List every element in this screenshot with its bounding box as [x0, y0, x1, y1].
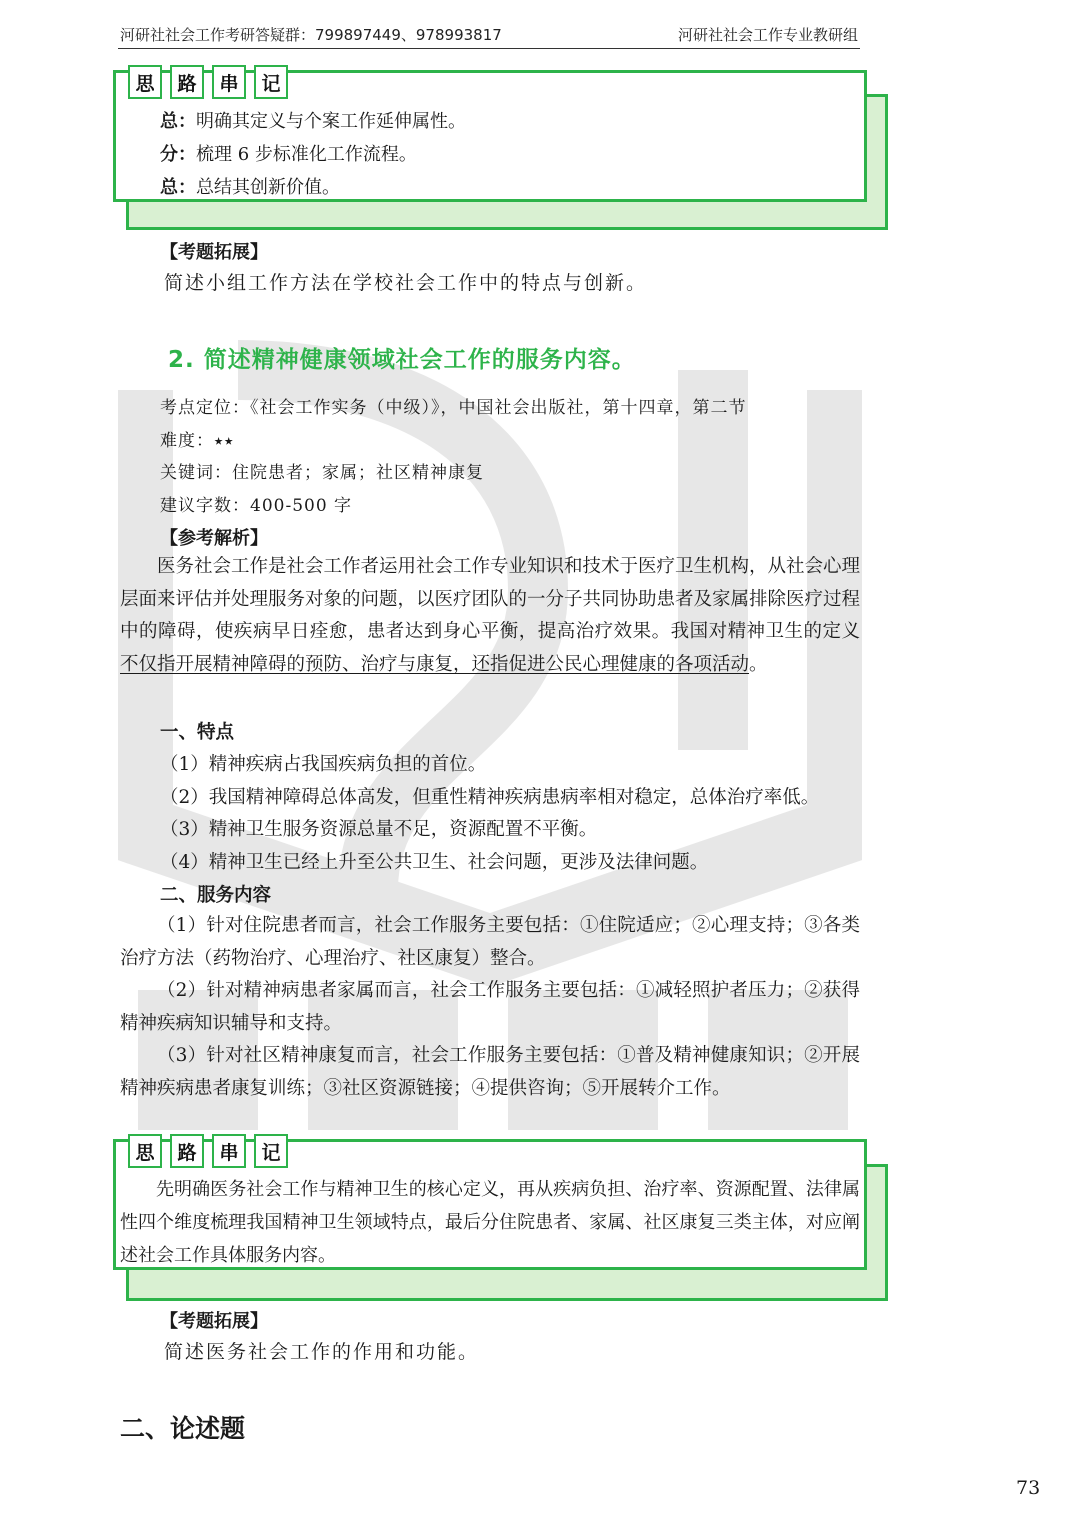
tag-si: 思 — [128, 65, 162, 99]
feature-item: （4）精神卫生已经上升至公共卫生、社会问题，更涉及法律问题。 — [160, 852, 709, 873]
header-left-text: 河研社社会工作考研答疑群：799897449、978993817 — [120, 26, 502, 44]
meta-exam-point: 考点定位：《社会工作实务（中级）》，中国社会出版社，第十四章，第二节 — [160, 398, 747, 418]
tag-ji: 记 — [254, 65, 288, 99]
memo-box-2-tags — [128, 1134, 288, 1168]
memo-box-1 — [113, 70, 867, 202]
section-services-title: 二、服务内容 — [160, 885, 272, 906]
tag-ji: 记 — [254, 1134, 288, 1168]
question-title: 2. 简述精神健康领域社会工作的服务内容。 — [168, 347, 636, 373]
extension-2-title: 【考题拓展】 — [160, 1311, 268, 1332]
intro-underlined-text: 不仅指开展精神障碍的预防、治疗与康复，还指促进公民心理健康的各项活动 — [120, 653, 750, 675]
meta-keywords: 关键词：住院患者；家属；社区精神康复 — [160, 463, 484, 483]
analysis-title: 【参考解析】 — [160, 528, 268, 549]
memo-line — [160, 171, 466, 204]
section-features-title: 一、特点 — [160, 722, 235, 743]
memo-box-1-content — [160, 105, 466, 204]
service-item: （2）针对精神病患者家属而言，社会工作服务主要包括：①减轻照护者压力；②获得精神疾病知识辅导和支持。 — [120, 980, 860, 1034]
memo-line-text: 总结其创新价值。 — [196, 177, 340, 198]
tag-lu: 路 — [170, 1134, 204, 1168]
feature-item: （2）我国精神障碍总体高发，但重性精神疾病患病率相对稳定，总体治疗率低。 — [160, 787, 820, 808]
memo-line-text: 梳理 6 步标准化工作流程。 — [196, 144, 417, 165]
meta-word-count: 建议字数：400-500 字 — [160, 496, 353, 516]
service-item: （3）针对社区精神康复而言，社会工作服务主要包括：①普及精神健康知识；②开展精神疾病患者康复训练；③社区资源链接；④提供咨询；⑤开展转介工作。 — [120, 1045, 860, 1099]
part-title: 二、论述题 — [120, 1414, 246, 1443]
memo-line-label: 总： — [160, 177, 196, 198]
memo-line-text: 明确其定义与个案工作延伸属性。 — [196, 111, 466, 132]
tag-si: 思 — [128, 1134, 162, 1168]
service-item: （1）针对住院患者而言，社会工作服务主要包括：①住院适应；②心理支持；③各类治疗方法（药物治疗、心理治疗、社区康复）整合。 — [120, 915, 860, 969]
memo-box-2-text: 先明确医务社会工作与精神卫生的核心定义，再从疾病负担、治疗率、资源配置、法律属性四个维度梳理我国精神卫生领域特点，最后分住院患者、家属、社区康复三类主体，对应阐述社会工作具体服务内容。 — [120, 1179, 860, 1266]
memo-line-label: 分： — [160, 144, 196, 165]
memo-line — [160, 105, 466, 138]
memo-box-1-tags — [128, 65, 288, 99]
tag-chuan: 串 — [212, 65, 246, 99]
extension-1-text: 简述小组工作方法在学校社会工作中的特点与创新。 — [164, 272, 648, 294]
header-rule — [118, 48, 860, 49]
page-number: 73 — [1016, 1477, 1041, 1499]
tag-lu: 路 — [170, 65, 204, 99]
memo-box-2 — [113, 1139, 867, 1270]
memo-line-label: 总： — [160, 111, 196, 132]
extension-2-text: 简述医务社会工作的作用和功能。 — [164, 1341, 480, 1363]
intro-paragraph — [120, 551, 860, 681]
meta-difficulty: 难度：⭑⭑ — [160, 431, 235, 451]
intro-text: 医务社会工作是社会工作者运用社会工作专业知识和技术于医疗卫生机构，从社会心理层面来评估并处理服务对象的问题，以医疗团队的一分子共同协助患者及家属排除医疗过程中的障碍，使疾病早日痊愈，患者达到身心平衡，提高治疗效果。我国对精神卫生的定义 — [120, 556, 861, 642]
header-right-text: 河研社社会工作专业教研组 — [677, 26, 858, 44]
tag-chuan: 串 — [212, 1134, 246, 1168]
extension-1-title: 【考题拓展】 — [160, 242, 268, 263]
feature-item: （3）精神卫生服务资源总量不足，资源配置不平衡。 — [160, 819, 598, 840]
memo-line — [160, 138, 466, 171]
feature-item: （1）精神疾病占我国疾病负担的首位。 — [160, 754, 487, 775]
intro-end: 。 — [749, 653, 768, 675]
